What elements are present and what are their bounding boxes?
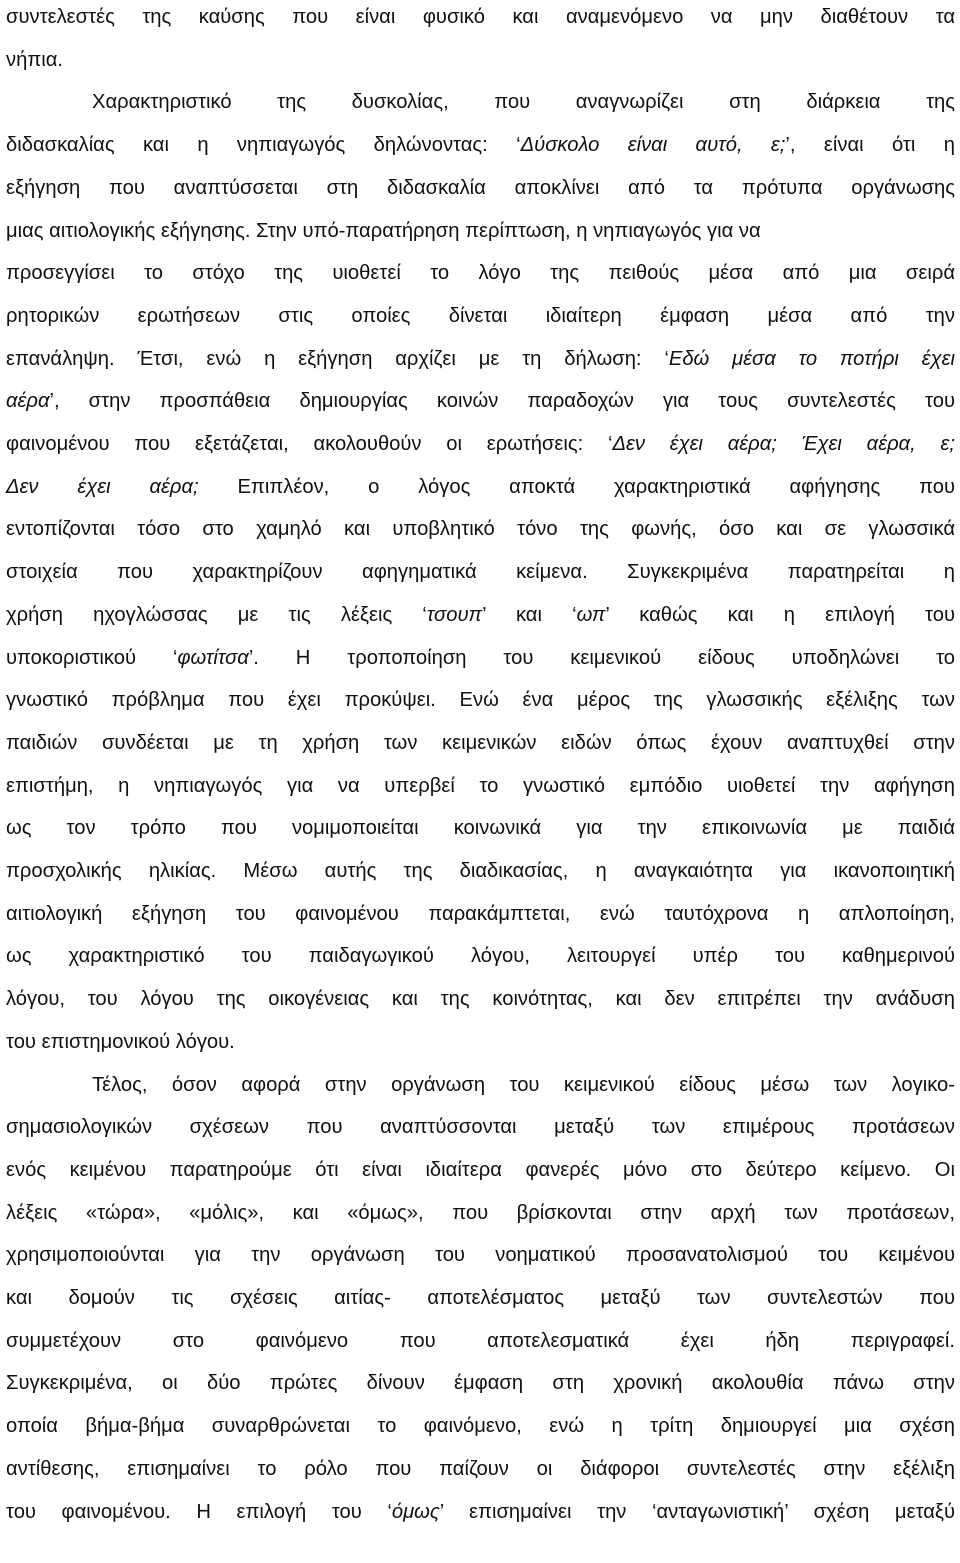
text-line	[6, 2, 955, 32]
body-text: εντοπίζονται τόσο στο χαμηλό και υποβλητικό τόνο της φωνής, όσο και σε γλωσσικά	[6, 518, 955, 541]
body-text: γνωστικό πρόβλημα που έχει προκύψει. Ενώ ένα μέρος της γλωσσικής εξέλιξης των	[6, 689, 955, 712]
italic-quote-text: Δεν έχει αέρα;	[6, 475, 199, 498]
body-text: χρήση ηχογλώσσας με τις λέξεις ‘	[6, 603, 427, 626]
body-text: λόγου, του λόγου της οικογένειας και της κοινότητας, και δεν επιτρέπει την ανάδυση	[6, 988, 955, 1011]
text-line	[6, 1027, 955, 1057]
text-line	[6, 1454, 955, 1484]
text-line	[6, 173, 955, 203]
body-text: προσχολικής ηλικίας. Μέσω αυτής της διαδικασίας, η αναγκαιότητα για ικανοποιητική	[6, 860, 955, 882]
text-line	[6, 1240, 955, 1270]
body-text: ’ καθώς και η επιλογή του	[605, 603, 955, 626]
body-text: Τέλος, όσον αφορά στην οργάνωση του κειμενικού είδους μέσω των λογικο-	[92, 1073, 955, 1096]
body-text: του επιστημονικού λόγου.	[6, 1030, 235, 1053]
body-text: Επιπλέον, ο λόγος αποκτά χαρακτηριστικά αφήγησης που	[198, 475, 956, 498]
italic-quote-text: αέρα	[6, 390, 50, 413]
text-line	[6, 685, 955, 715]
body-text: επιστήμη, η νηπιαγωγός για να υπερβεί το γνωστικό εμπόδιο υιοθετεί την αφήγηση	[6, 774, 955, 797]
body-text: χρησιμοποιούνται για την οργάνωση του νοηματικού προσανατολισμού του κειμένου	[6, 1244, 955, 1267]
italic-quote-text: Δύσκολο είναι αυτό, ε;	[520, 134, 786, 157]
text-line	[6, 1198, 955, 1228]
body-text: συντελεστές της καύσης που είναι φυσικό και αναμενόμενο να μην διαθέτουν τα	[6, 6, 955, 28]
body-text: και δομούν τις σχέσεις αιτίας- αποτελέσματος μεταξύ των συντελεστών που	[6, 1287, 955, 1309]
body-text: ρητορικών ερωτήσεων στις οποίες δίνεται ιδιαίτερη έμφαση μέσα από την	[6, 304, 955, 327]
text-line	[6, 1411, 955, 1441]
body-text: προσεγγίσει το στόχο της υιοθετεί το λόγο της πειθούς μέσα από μια σειρά	[6, 262, 955, 285]
body-text: ’. Η τροποποίηση του κειμενικού είδους υποδηλώνει το	[248, 646, 955, 669]
body-text: λέξεις «τώρα», «μόλις», και «όμως», που βρίσκονται στην αρχή των προτάσεων,	[6, 1201, 955, 1224]
text-line	[6, 600, 955, 630]
body-text: στοιχεία που χαρακτηρίζουν αφηγηματικά κείμενα. Συγκεκριμένα παρατηρείται η	[6, 561, 955, 584]
body-text: Χαρακτηριστικό της δυσκολίας, που αναγνωρίζει στη διάρκεια της	[92, 91, 955, 114]
body-text: ως χαρακτηριστικό του παιδαγωγικού λόγου, λειτουργεί υπέρ του καθημερινού	[6, 945, 955, 968]
body-text: ως τον τρόπο που νομιμοποιείται κοινωνικά για την επικοινωνία με παιδιά	[6, 817, 955, 840]
body-text: συμμετέχουν στο φαινόμενο που αποτελεσματικά έχει ήδη περιγραφεί.	[6, 1329, 955, 1352]
body-text: μιας αιτιολογικής εξήγησης. Στην υπό-παρατήρηση περίπτωση, η νηπιαγωγός για να	[6, 219, 761, 242]
text-line	[6, 1283, 955, 1313]
body-text: ’ και ‘	[482, 603, 577, 626]
body-text: αιτιολογική εξήγηση του φαινομένου παρακάμπτεται, ενώ ταυτόχρονα η απλοποίηση,	[6, 902, 955, 925]
body-text: ’, στην προσπάθεια δημιουργίας κοινών παραδοχών για τους συντελεστές του	[49, 390, 955, 413]
body-text: εξήγηση που αναπτύσσεται στη διδασκαλία αποκλίνει από τα πρότυπα οργάνωσης	[6, 176, 955, 199]
italic-quote-text: ωπ	[576, 603, 606, 626]
text-line	[6, 899, 955, 929]
text-line	[6, 514, 955, 544]
text-line	[6, 813, 955, 843]
text-line	[6, 771, 955, 801]
body-text: φαινομένου που εξετάζεται, ακολουθούν οι ερωτήσεις: ‘	[6, 433, 613, 455]
text-line	[6, 1368, 955, 1398]
body-text: παιδιών συνδέεται με τη χρήση των κειμενικών ειδών όπως έχουν αναπτυχθεί στην	[6, 731, 955, 754]
body-text: νήπια.	[6, 48, 64, 71]
body-text: ’ επισημαίνει την ‘ανταγωνιστική’ σχέση μεταξύ	[439, 1500, 956, 1523]
body-text: διδασκαλίας και η νηπιαγωγός δηλώνοντας: ‘	[6, 134, 521, 157]
italic-quote-text: όμως	[391, 1500, 440, 1523]
text-line	[6, 429, 955, 459]
text-line	[6, 728, 955, 758]
body-text: επανάληψη. Έτσι, ενώ η εξήγηση αρχίζει με τη δήλωση: ‘	[6, 347, 669, 370]
text-line	[6, 301, 955, 331]
text-line	[6, 472, 955, 502]
italic-quote-text: Εδώ μέσα το ποτήρι έχει	[668, 347, 955, 370]
body-text: ενός κειμένου παρατηρούμε ότι είναι ιδιαίτερα φανερές μόνο στο δεύτερο κείμενο. Οι	[6, 1158, 955, 1181]
text-line	[6, 856, 955, 886]
italic-quote-text: Δεν έχει αέρα; Έχει αέρα, ε;	[612, 433, 955, 455]
text-line	[92, 87, 955, 117]
text-line	[6, 258, 955, 288]
body-text: υποκοριστικού ‘	[6, 646, 178, 669]
italic-quote-text: φωτίτσα	[177, 646, 249, 669]
text-line	[6, 984, 955, 1014]
body-text: του φαινομένου. Η επιλογή του ‘	[6, 1500, 392, 1523]
text-line	[6, 557, 955, 587]
text-line	[6, 1155, 955, 1185]
text-line	[6, 1112, 955, 1142]
text-line	[6, 643, 955, 673]
body-text: ’, είναι ότι η	[785, 134, 955, 157]
body-text: αντίθεσης, επισημαίνει το ρόλο που παίζουν οι διάφοροι συντελεστές στην εξέλιξη	[6, 1457, 955, 1480]
text-line	[6, 216, 955, 246]
body-text: Συγκεκριμένα, οι δύο πρώτες δίνουν έμφαση στη χρονική ακολουθία πάνω στην	[6, 1372, 955, 1395]
body-text: οποία βήμα-βήμα συναρθρώνεται το φαινόμενο, ενώ η τρίτη δημιουργεί μια σχέση	[6, 1415, 955, 1438]
italic-quote-text: τσουπ	[426, 603, 483, 626]
text-line	[92, 1070, 955, 1100]
text-line	[6, 45, 955, 75]
text-line	[6, 941, 955, 971]
text-line	[6, 1497, 955, 1527]
text-line	[6, 386, 955, 416]
text-line	[6, 344, 955, 374]
text-line	[6, 1326, 955, 1356]
body-text: σημασιολογικών σχέσεων που αναπτύσσονται μεταξύ των επιμέρους προτάσεων	[6, 1116, 955, 1139]
text-line	[6, 130, 955, 160]
